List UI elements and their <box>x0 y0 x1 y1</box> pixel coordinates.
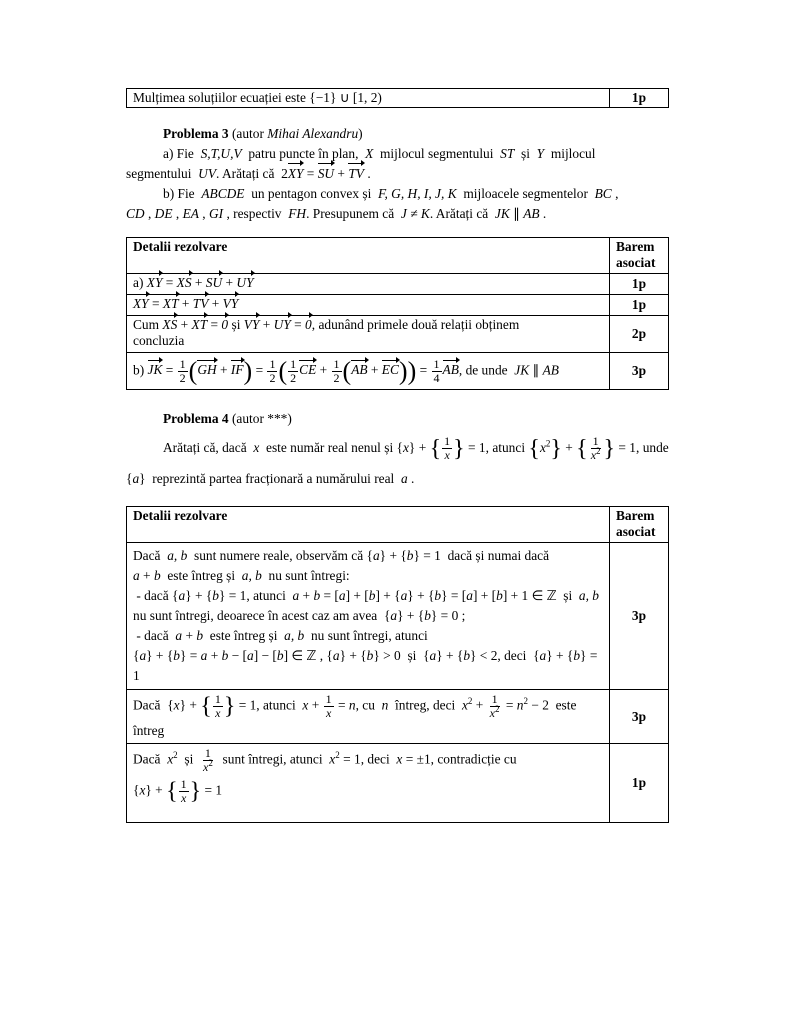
part-b-text4: . Presupunem că <box>306 206 395 221</box>
r1-text: și <box>407 648 417 663</box>
header-details: Detalii rezolvare <box>127 238 610 274</box>
part-a-text6: . Arătați că <box>216 166 275 181</box>
table-row <box>127 690 669 744</box>
row1-line5: - dacă a + b este întreg și a, b nu sunt întregi, atunci <box>136 628 428 643</box>
row-points: 3p <box>610 690 669 744</box>
problem3-part-a-line1: a) Fie S,T,U,V patru puncte în plan, X mijlocul segmentului ST și Y mijlocul <box>163 146 596 161</box>
table-row <box>127 744 669 823</box>
problem3-table <box>126 237 669 390</box>
part-a-text3: și <box>521 146 530 161</box>
table-row <box>127 543 669 690</box>
part-a-text2: mijlocul segmentului <box>380 146 494 161</box>
result-cell <box>127 89 610 108</box>
problem3-heading <box>163 125 363 142</box>
row-prefix: b) <box>133 362 145 378</box>
row-details <box>127 744 610 823</box>
r2-text: , cu <box>355 697 375 713</box>
problem3-part-b-line1: b) Fie ABCDE un pentagon convex și F, G, H, I, J, K mijloacele segmentelor BC , <box>163 186 619 201</box>
stmt-part2: este număr real nenul și <box>266 440 394 455</box>
part-b-text1: un pentagon convex și <box>251 186 372 201</box>
r1-text: sunt numere reale, observăm că <box>194 548 364 563</box>
row-points: 1p <box>610 295 669 316</box>
problem4-statement-line1: Arătați că, dacă x este număr real nenul și {x} + { $\frac{1}{x}$ } = 1, atunci $\{x^2\}$ + { $\frac{1}{x^2}$ } = 1, unde <box>163 434 669 463</box>
row-details <box>127 690 610 744</box>
header-points-line1: Barem <box>616 508 655 523</box>
r3-text: sunt întregi, atunci <box>222 751 323 767</box>
r1-text: , deci <box>497 648 527 663</box>
header-points-line1: Barem <box>616 239 655 254</box>
part-a-text4: mijlocul <box>550 146 596 161</box>
r2-text: întreg, deci <box>395 697 456 713</box>
r1-text: nu sunt întregi, deoarece în acest caz am avea <box>133 608 378 623</box>
problem3-author-suffix: ) <box>358 126 363 141</box>
r3-text: , deci <box>360 751 390 767</box>
row-prefix: a) <box>133 275 144 290</box>
top-result-table <box>126 88 669 108</box>
row2-line2: întreg <box>133 723 165 738</box>
row-details: a) XY = XS + SU + UY <box>127 274 610 295</box>
problem4-title: Problema 4 <box>163 411 229 426</box>
header-points-line2: asociat <box>616 524 656 539</box>
row1-line1: Dacă a, b sunt numere reale, observăm că {a} + {b} = 1 dacă și numai dacă <box>133 548 550 563</box>
row-points: 3p <box>610 543 669 690</box>
row-points: 3p <box>610 353 669 390</box>
problem4-heading <box>163 410 292 427</box>
row-details <box>127 543 610 690</box>
problem3-title: Problema 3 <box>163 126 229 141</box>
r1-text: este întreg și <box>167 568 236 583</box>
r1-text: nu sunt întregi, atunci <box>310 628 428 643</box>
part-b-text5: . Arătați că <box>429 206 489 221</box>
table-header-row <box>127 238 669 274</box>
r1-text: și <box>563 588 573 603</box>
header-details: Detalii rezolvare <box>127 507 610 543</box>
part-b-text2: mijloacele segmentelor <box>463 186 588 201</box>
row-points: 2p <box>610 316 669 353</box>
r1-text: , atunci <box>246 588 286 603</box>
row-line2: concluzia <box>133 333 185 348</box>
r1-text: este întreg și <box>209 628 278 643</box>
row1-line4: nu sunt întregi, deoarece în acest caz am avea {a} + {b} = 0 ; <box>133 608 466 623</box>
table-row <box>127 353 669 390</box>
problem4-statement-line2: {a} reprezintă partea fracționară a numărului real a . <box>126 471 415 486</box>
problem3-author-prefix: (autor <box>231 126 268 141</box>
row3-line1: Dacă $x^2$ și $\frac{1}{x^2}$ sunt întregi, atunci $x^2 = 1$, deci x = ±1, contradicție cu <box>133 746 517 774</box>
row-mid: și <box>231 317 241 332</box>
r1-text: nu sunt întregi: <box>268 568 350 583</box>
part-a-text1: patru puncte în plan, <box>248 146 359 161</box>
points-cell: 1p <box>610 89 669 108</box>
row-points: 1p <box>610 274 669 295</box>
row1-line2: a + b este întreg și a, b nu sunt întregi: <box>133 568 350 583</box>
table-header-row <box>127 507 669 543</box>
row-details: XY = XT + TV + VY <box>127 295 610 316</box>
header-points-line2: asociat <box>616 255 656 270</box>
r1-text: dacă și numai dacă <box>447 548 550 563</box>
row-details: Cum XS + XT = 0 și VY + UY = 0, adunând primele două relații obținem concluzia <box>127 316 610 353</box>
stmt-part4: , unde <box>636 440 669 455</box>
stmt-part3: , atunci <box>485 440 526 455</box>
result-math: {−1} ∪ [1, 2) <box>309 90 382 105</box>
part-b-label: b) Fie <box>163 186 195 201</box>
problem3-part-a-line2: segmentului UV. Arătați că 2XY = SU + TV . <box>126 166 371 181</box>
r3-text: și <box>184 751 194 767</box>
r2-text: este <box>555 697 577 713</box>
r3-text: Dacă <box>133 751 161 767</box>
r3-text: , contradicție cu <box>430 751 517 767</box>
stmt-part5: reprezintă partea fracționară a numărului real <box>152 471 395 486</box>
row-prefix: Cum <box>133 317 160 332</box>
row-suffix: , de unde <box>458 362 508 378</box>
stmt-part1: Arătați că, dacă <box>163 440 247 455</box>
problem4-table <box>126 506 669 823</box>
table-row <box>127 316 669 353</box>
part-a-text5: segmentului <box>126 166 192 181</box>
problem3-author: Mihai Alexandru <box>267 126 359 141</box>
row-suffix: , adunând primele două relații obținem <box>311 317 520 332</box>
part-a-label: a) Fie <box>163 146 194 161</box>
r1-text: - dacă <box>136 628 169 643</box>
row-details: b) JK = $\frac{1}{2}$ (GH + IF) = $\frac{1}{2}$ ( $\frac{1}{2}$ CE + $\frac{1}{2}$ (AB + EC)) = $\frac{1}{4}$ AB, de unde JK ∥ AB <box>127 353 610 390</box>
row2-line1: Dacă {x} + { $\frac{1}{x}$ } = 1, atunci x + $\frac{1}{x}$ = n, cu n întreg, deci $x^2$ + $\frac{1}{x^2}$ = $n^2 - 2$ este <box>133 692 577 720</box>
part-b-text3: respectiv <box>233 206 282 221</box>
r2-text: , atunci <box>256 697 296 713</box>
row1-line3: - dacă {a} + {b} = 1, atunci a + b = [a] + [b] + {a} + {b} = [a] + [b] + 1 ∈ ℤ și a, b <box>136 588 599 603</box>
problem3-part-b-line2: CD , DE , EA , GI , respectiv FH. Presupunem că J ≠ K. Arătați că JK ∥ AB . <box>126 206 547 221</box>
table-row <box>127 89 669 108</box>
r2-text: Dacă <box>133 697 161 713</box>
problem4-author: (autor ***) <box>231 411 292 426</box>
row-points: 1p <box>610 744 669 823</box>
row3-line2: {x} + { $\frac{1}{x}$ } = 1 <box>133 777 223 805</box>
header-points <box>610 507 669 543</box>
result-text: Mulțimea soluțiilor ecuației este <box>133 90 306 105</box>
header-points <box>610 238 669 274</box>
row1-line6: {a} + {b} = a + b − [a] − [b] ∈ ℤ , {a} + {b} > 0 și {a} + {b} < 2, deci {a} + {b} = 1 <box>133 648 598 683</box>
r1-text: - dacă <box>136 588 169 603</box>
r1-text: Dacă <box>133 548 161 563</box>
